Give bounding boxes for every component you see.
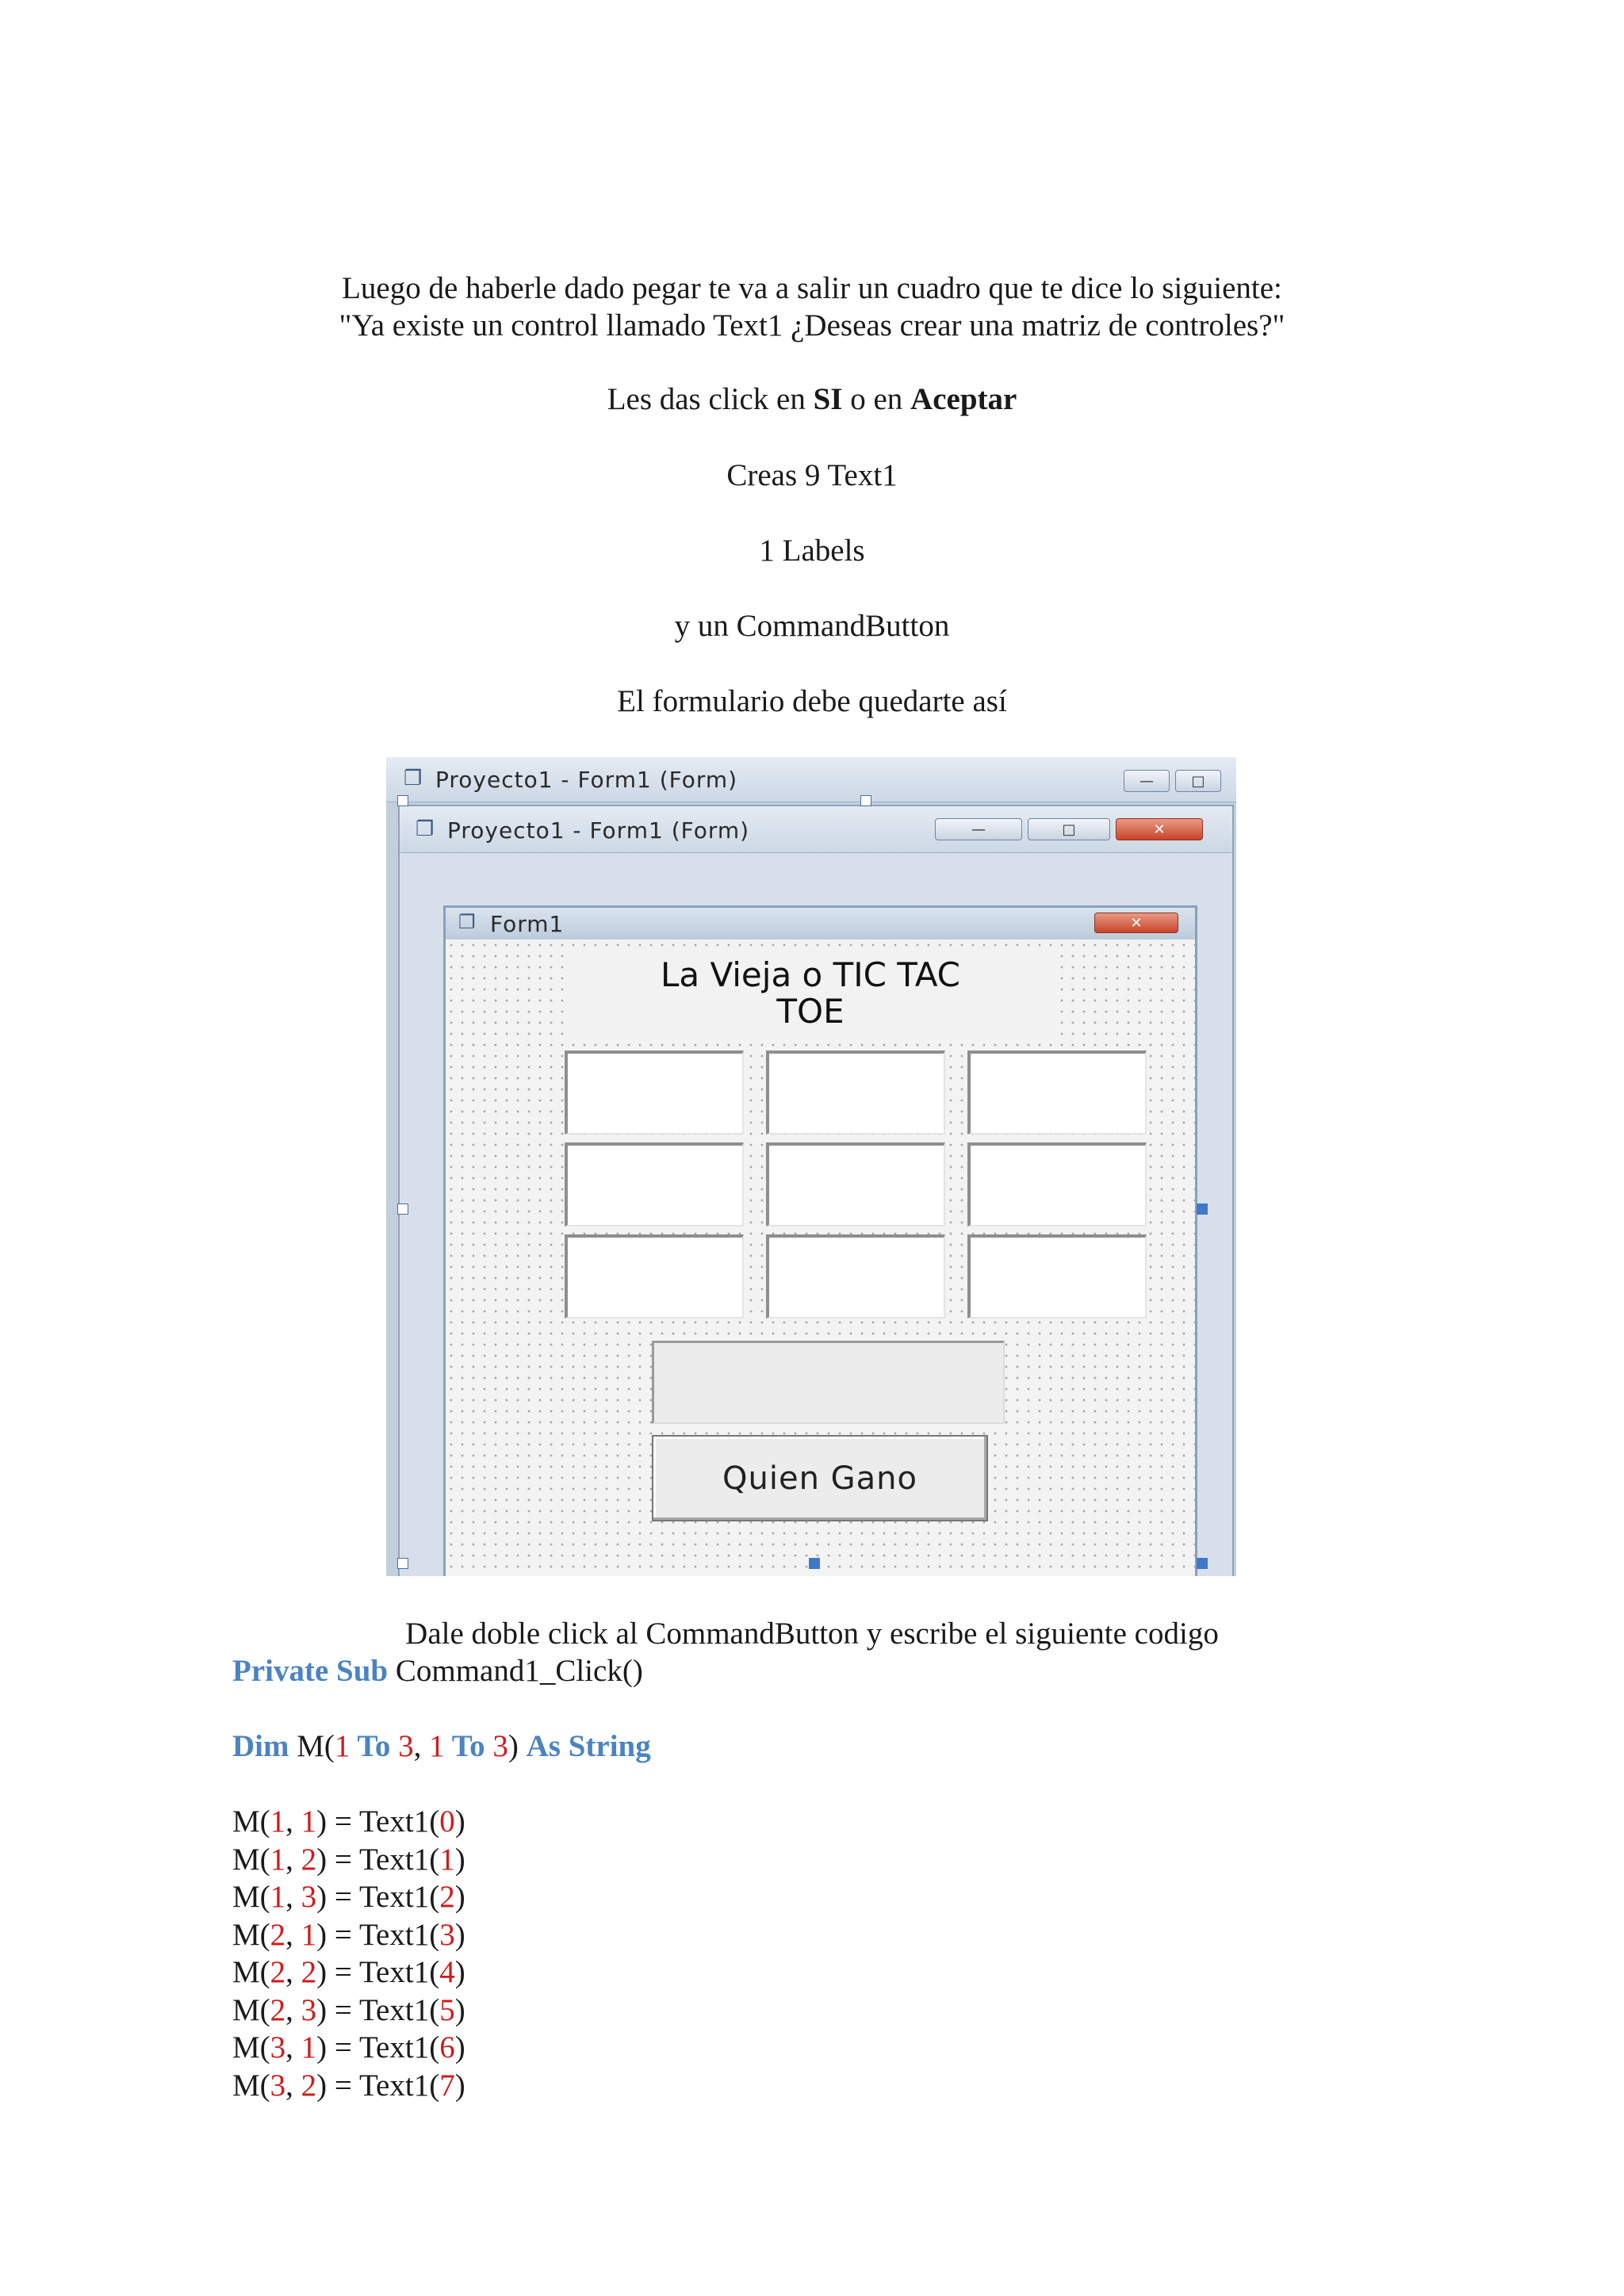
code-text-index: 6 [439, 2030, 455, 2064]
code-assignment-line [232, 2029, 465, 2066]
code-token-eq: ) = Text1( [316, 2030, 440, 2064]
code-assignment-line [232, 1841, 465, 1878]
resize-handle-bottom[interactable] [809, 1558, 820, 1569]
code-token-end: ) [454, 1917, 465, 1952]
code-row-index: 2 [270, 1917, 286, 1952]
outer-window [386, 757, 1236, 1576]
code-dim-n1: 1 [334, 1729, 350, 1763]
code-token-m-open: M( [232, 1955, 270, 1989]
code-keyword-as-string: As String [526, 1729, 651, 1763]
text1-cell-2[interactable] [967, 1050, 1147, 1135]
quien-gano-button[interactable]: Quien Gano [652, 1435, 988, 1521]
designer-window [398, 805, 1234, 1576]
window-icon: ❐ [404, 767, 423, 790]
title-label[interactable] [565, 947, 1056, 1039]
instruction-after: Dale doble click al CommandButton y escribe el siguiente codigo [405, 1617, 1219, 1651]
outer-window-title: Proyecto1 - Form1 (Form) [435, 767, 738, 793]
code-row-index: 3 [270, 2030, 286, 2064]
code-token-sep: , [285, 1880, 301, 1914]
code-col-index: 1 [301, 2030, 317, 2064]
code-token-end: ) [454, 1992, 465, 2027]
resize-handle-right[interactable] [1197, 1203, 1208, 1215]
code-dim-close: ) [508, 1729, 527, 1763]
code-token-eq: ) = Text1( [316, 1880, 440, 1914]
code-token-end: ) [454, 1955, 465, 1989]
code-sub-line [232, 1652, 643, 1689]
code-token-eq: ) = Text1( [316, 1917, 440, 1952]
text1-cell-1[interactable] [766, 1050, 945, 1135]
resize-handle-left[interactable] [397, 1203, 408, 1215]
code-text-index: 0 [439, 1804, 455, 1839]
outer-maximize-button[interactable]: □ [1175, 770, 1221, 792]
resize-handle-bottom-left[interactable] [397, 1558, 408, 1569]
code-dim-comma: , [413, 1729, 430, 1763]
code-text-index: 3 [439, 1917, 455, 1952]
code-text-index: 7 [439, 2068, 455, 2103]
designer-window-title: Proyecto1 - Form1 (Form) [447, 817, 750, 844]
code-token-sep: , [285, 1917, 301, 1952]
title-label-line-2: TOE [776, 992, 845, 1031]
resize-handle-top[interactable] [860, 795, 871, 806]
result-label[interactable] [652, 1341, 1005, 1424]
code-token-m-open: M( [232, 2030, 270, 2064]
code-row-index: 1 [270, 1880, 286, 1914]
code-dim-n4: 3 [492, 1729, 508, 1763]
outer-minimize-button[interactable]: — [1124, 770, 1170, 792]
code-token-end: ) [454, 1880, 465, 1914]
code-token-sep: , [285, 1804, 301, 1839]
code-row-index: 1 [270, 1842, 286, 1877]
code-assignment-line [232, 1803, 465, 1840]
code-dim-n2: 3 [398, 1729, 414, 1763]
intro-text [0, 270, 1624, 344]
title-label-line-1: La Vieja o TIC TAC [660, 955, 961, 994]
form1-window [443, 905, 1197, 1576]
code-token-sep: , [285, 1955, 301, 1989]
code-row-index: 2 [270, 1992, 286, 2027]
form1-titlebar [446, 908, 1195, 940]
si-text: SI [813, 382, 843, 416]
text1-cell-3[interactable] [565, 1142, 744, 1226]
code-col-index: 3 [301, 1992, 317, 2027]
form-designer-screenshot [386, 757, 1236, 1576]
code-dim-m: M( [289, 1729, 335, 1763]
code-token-m-open: M( [232, 2068, 270, 2103]
code-col-index: 1 [301, 1804, 317, 1839]
code-text-index: 4 [439, 1955, 455, 1989]
text1-cell-0[interactable] [565, 1050, 744, 1135]
code-sub-name: Command1_Click() [388, 1654, 643, 1688]
code-row-index: 3 [270, 2068, 286, 2103]
designer-titlebar [400, 806, 1232, 853]
code-text-index: 1 [439, 1842, 455, 1877]
code-token-eq: ) = Text1( [316, 1955, 440, 1989]
code-token-sep: , [285, 2030, 301, 2064]
code-assignment-line [232, 1954, 465, 1991]
code-keyword-to-1: To [350, 1729, 399, 1763]
code-dim-line [232, 1728, 651, 1765]
code-token-eq: ) = Text1( [316, 2068, 440, 2103]
text1-cell-7[interactable] [766, 1234, 945, 1318]
code-row-index: 1 [270, 1804, 286, 1839]
code-keyword-private-sub: Private Sub [232, 1654, 389, 1688]
intro-line-2: "Ya existe un control llamado Text1 ¿Deseas crear una matriz de controles?" [339, 308, 1285, 342]
text1-cell-4[interactable] [766, 1142, 945, 1226]
designer-close-button[interactable]: ✕ [1116, 818, 1203, 840]
code-assignment-line [232, 1916, 465, 1954]
code-token-sep: , [285, 2068, 301, 2103]
form1-close-button[interactable]: ✕ [1094, 913, 1178, 933]
code-col-index: 2 [301, 2068, 317, 2103]
step-labels: 1 Labels [759, 534, 865, 568]
code-dim-n3: 1 [429, 1729, 445, 1763]
code-assignment-line [232, 1878, 465, 1915]
code-token-eq: ) = Text1( [316, 1992, 440, 2027]
code-col-index: 2 [301, 1955, 317, 1989]
code-assignment-line [232, 2067, 465, 2104]
designer-window-icon: ❐ [416, 817, 435, 841]
code-token-end: ) [454, 2030, 465, 2064]
designer-minimize-button[interactable]: — [935, 818, 1022, 840]
code-token-m-open: M( [232, 1992, 270, 2027]
code-row-index: 2 [270, 1955, 286, 1989]
text1-cell-6[interactable] [565, 1234, 744, 1318]
code-token-m-open: M( [232, 1804, 270, 1839]
code-token-eq: ) = Text1( [316, 1842, 440, 1877]
code-token-sep: , [285, 1842, 301, 1877]
code-col-index: 3 [301, 1880, 317, 1914]
click-text-middle: o en [842, 382, 911, 416]
resize-handle-top-left[interactable] [397, 795, 408, 806]
code-col-index: 2 [301, 1842, 317, 1877]
code-keyword-to-2: To [444, 1729, 493, 1763]
code-token-end: ) [454, 2068, 465, 2103]
code-token-m-open: M( [232, 1880, 270, 1914]
step-form: El formulario debe quedarte así [617, 684, 1007, 718]
form1-title: Form1 [490, 911, 565, 937]
code-token-m-open: M( [232, 1842, 270, 1877]
text1-cell-8[interactable] [967, 1234, 1147, 1318]
designer-maximize-button[interactable]: □ [1028, 818, 1110, 840]
step-creas: Creas 9 Text1 [726, 458, 898, 492]
code-text-index: 5 [439, 1992, 455, 2027]
code-token-m-open: M( [232, 1917, 270, 1952]
form1-canvas[interactable] [446, 939, 1195, 1576]
click-text-before: Les das click en [607, 382, 814, 416]
click-instruction [0, 381, 1624, 418]
code-col-index: 1 [301, 1917, 317, 1952]
aceptar-text: Aceptar [910, 382, 1017, 416]
code-token-eq: ) = Text1( [316, 1804, 440, 1839]
code-token-end: ) [454, 1804, 465, 1839]
code-text-index: 2 [439, 1880, 455, 1914]
step-command: y un CommandButton [674, 609, 950, 643]
intro-line-1: Luego de haberle dado pegar te va a salir un cuadro que te dice lo siguiente: [342, 271, 1282, 305]
form1-icon: ❐ [458, 911, 476, 933]
code-token-end: ) [454, 1842, 465, 1877]
outer-titlebar [386, 757, 1236, 802]
code-token-sep: , [285, 1992, 301, 2027]
resize-handle-bottom-right[interactable] [1197, 1558, 1208, 1569]
code-assignment-line [232, 1992, 465, 2029]
text1-cell-5[interactable] [967, 1142, 1147, 1226]
code-keyword-dim: Dim [232, 1729, 289, 1763]
